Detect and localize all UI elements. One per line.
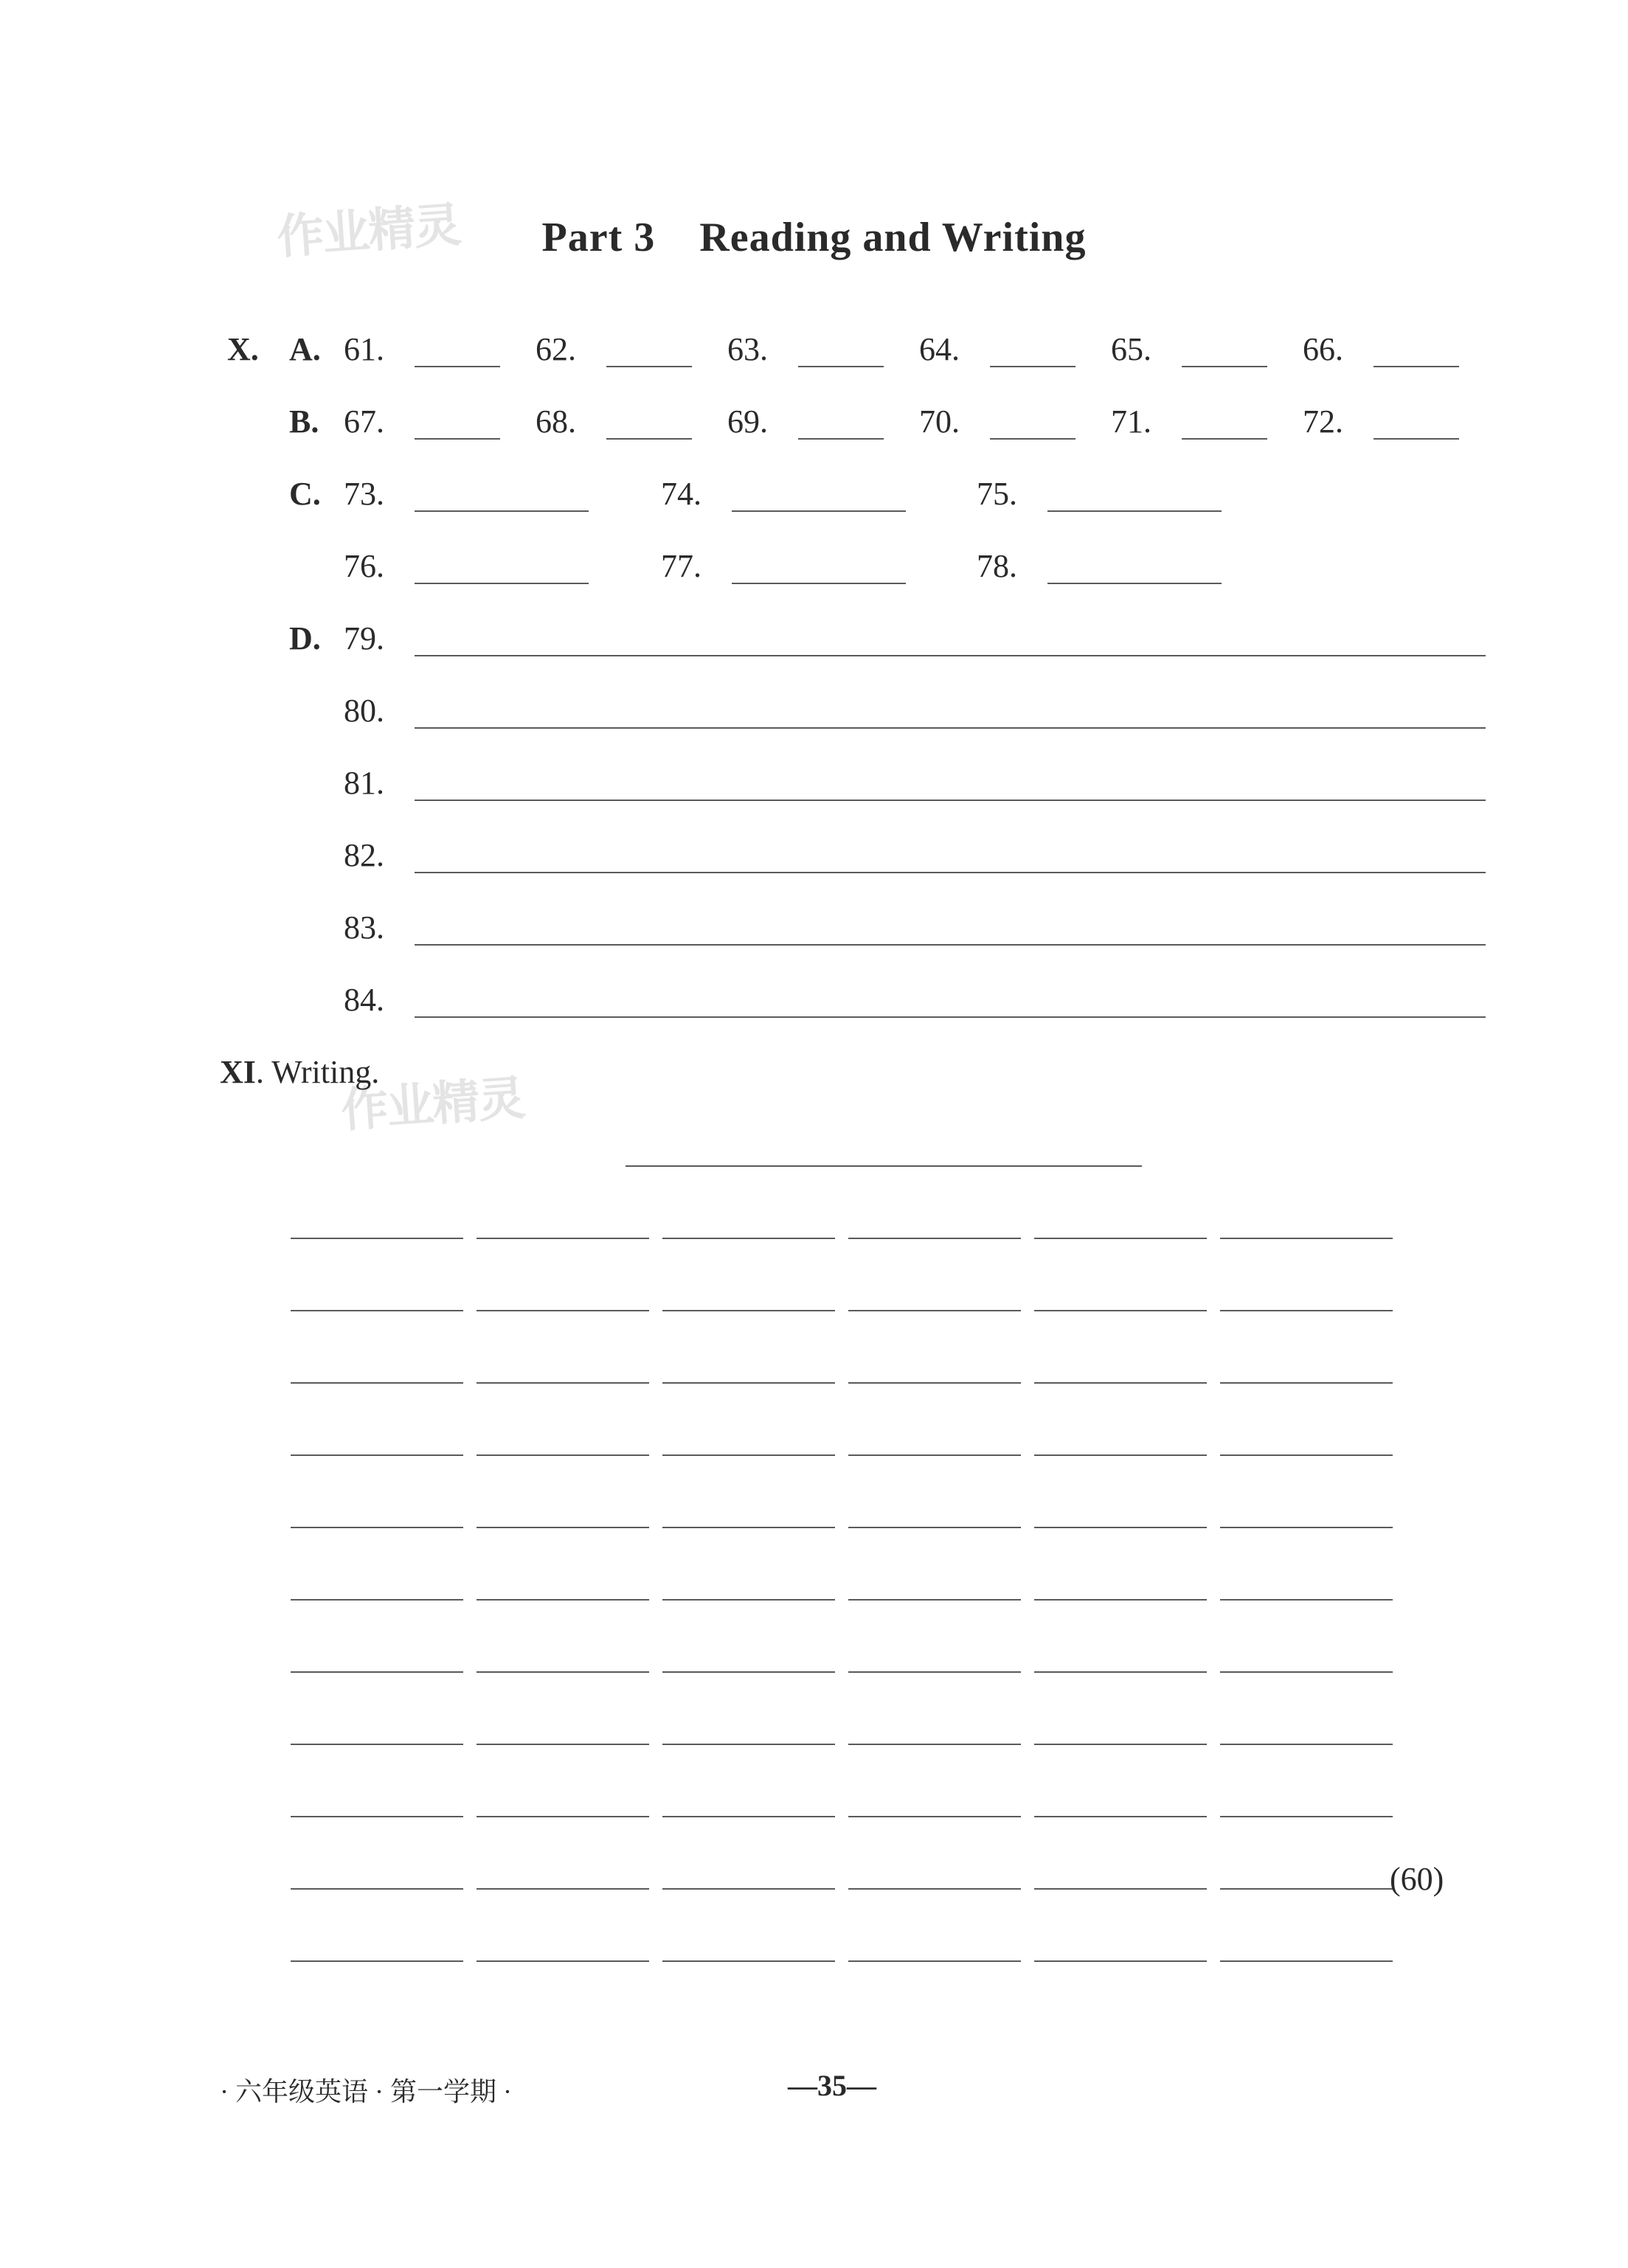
writing-line-segment[interactable] (1220, 1310, 1393, 1311)
writing-line-segment[interactable] (662, 1382, 835, 1384)
watermark-top: 作业精灵 (275, 198, 462, 266)
row-a-letter: A. (289, 331, 321, 367)
q-77-number: 77. (661, 548, 702, 584)
q-78-number: 78. (977, 548, 1017, 584)
q-66-answer-blank[interactable] (1374, 366, 1459, 367)
writing-line-segment[interactable] (848, 1454, 1021, 1456)
writing-line-segment[interactable] (291, 1238, 463, 1239)
writing-line-segment[interactable] (662, 1310, 835, 1311)
writing-line-segment[interactable] (848, 1382, 1021, 1384)
q-64-answer-blank[interactable] (990, 366, 1075, 367)
writing-line-segment[interactable] (848, 1599, 1021, 1601)
writing-line-segment[interactable] (662, 1454, 835, 1456)
writing-line-segment[interactable] (291, 1960, 463, 1962)
writing-line-segment[interactable] (1220, 1816, 1393, 1817)
q-68-answer-blank[interactable] (606, 438, 692, 440)
q-63-answer-blank[interactable] (798, 366, 884, 367)
writing-title-line[interactable] (626, 1165, 1142, 1167)
q-63-number: 63. (727, 331, 768, 367)
writing-line-segment[interactable] (291, 1527, 463, 1528)
writing-line-segment[interactable] (1220, 1960, 1393, 1962)
footer-book-info: · 六年级英语 · 第一学期 · (220, 2077, 512, 2106)
writing-line-segment[interactable] (848, 1816, 1021, 1817)
q-84-answer-blank[interactable] (415, 1016, 1486, 1018)
q-67-answer-blank[interactable] (415, 438, 500, 440)
q-65-answer-blank[interactable] (1182, 366, 1267, 367)
writing-line-segment[interactable] (848, 1238, 1021, 1239)
writing-line-segment[interactable] (848, 1310, 1021, 1311)
writing-line-segment[interactable] (662, 1238, 835, 1239)
writing-line-segment[interactable] (848, 1671, 1021, 1673)
writing-line-segment[interactable] (291, 1599, 463, 1601)
q-84-number: 84. (344, 982, 384, 1018)
writing-line-segment[interactable] (291, 1382, 463, 1384)
writing-line-segment[interactable] (662, 1816, 835, 1817)
q-79-number: 79. (344, 620, 384, 656)
writing-line-segment[interactable] (848, 1744, 1021, 1745)
q-73-answer-blank[interactable] (415, 510, 589, 512)
q-61-answer-blank[interactable] (415, 366, 500, 367)
writing-line-segment[interactable] (662, 1960, 835, 1962)
writing-line-segment[interactable] (477, 1960, 649, 1962)
q-62-answer-blank[interactable] (606, 366, 692, 367)
page-title (0, 214, 1628, 261)
q-78-answer-blank[interactable] (1047, 583, 1222, 584)
q-72-answer-blank[interactable] (1374, 438, 1459, 440)
q-61-number: 61. (344, 331, 384, 367)
q-71-answer-blank[interactable] (1182, 438, 1267, 440)
writing-line-segment[interactable] (1220, 1671, 1393, 1673)
row-b-letter: B. (289, 403, 319, 440)
writing-line-segment[interactable] (662, 1527, 835, 1528)
writing-line-segment[interactable] (1220, 1527, 1393, 1528)
writing-line-segment[interactable] (662, 1599, 835, 1601)
q-66-number: 66. (1303, 331, 1343, 367)
score-label: (60) (1390, 1861, 1444, 1897)
writing-line-segment[interactable] (1220, 1888, 1393, 1890)
q-73-number: 73. (344, 476, 384, 512)
row-d-letter: D. (289, 620, 321, 656)
q-83-number: 83. (344, 909, 384, 946)
q-76-answer-blank[interactable] (415, 583, 589, 584)
q-79-answer-blank[interactable] (415, 655, 1486, 656)
writing-line-segment[interactable] (1034, 1671, 1207, 1673)
writing-line-segment[interactable] (662, 1744, 835, 1745)
q-70-number: 70. (919, 403, 960, 440)
q-72-number: 72. (1303, 403, 1343, 440)
writing-line-segment[interactable] (848, 1888, 1021, 1890)
writing-line-segment[interactable] (1034, 1744, 1207, 1745)
writing-line-segment[interactable] (848, 1960, 1021, 1962)
writing-line-segment[interactable] (1220, 1382, 1393, 1384)
writing-line-segment[interactable] (662, 1888, 835, 1890)
q-80-number: 80. (344, 693, 384, 729)
writing-line-segment[interactable] (291, 1454, 463, 1456)
q-82-answer-blank[interactable] (415, 872, 1486, 873)
q-77-answer-blank[interactable] (732, 583, 906, 584)
writing-line-segment[interactable] (477, 1816, 649, 1817)
writing-line-segment[interactable] (477, 1671, 649, 1673)
part-name: Reading and Writing (699, 215, 1087, 260)
writing-line-segment[interactable] (1220, 1599, 1393, 1601)
part-number: Part 3 (541, 215, 656, 260)
writing-line-segment[interactable] (1220, 1454, 1393, 1456)
q-69-answer-blank[interactable] (798, 438, 884, 440)
writing-line-segment[interactable] (1034, 1454, 1207, 1456)
writing-line-segment[interactable] (1220, 1238, 1393, 1239)
writing-line-segment[interactable] (477, 1382, 649, 1384)
q-70-answer-blank[interactable] (990, 438, 1075, 440)
writing-line-segment[interactable] (1034, 1238, 1207, 1239)
writing-line-segment[interactable] (477, 1888, 649, 1890)
q-74-number: 74. (661, 476, 702, 512)
writing-line-segment[interactable] (1034, 1599, 1207, 1601)
q-65-number: 65. (1111, 331, 1151, 367)
writing-line-segment[interactable] (477, 1238, 649, 1239)
row-c-letter: C. (289, 476, 321, 512)
q-67-number: 67. (344, 403, 384, 440)
q-75-number: 75. (977, 476, 1017, 512)
writing-line-segment[interactable] (477, 1310, 649, 1311)
q-81-number: 81. (344, 765, 384, 801)
writing-line-segment[interactable] (477, 1527, 649, 1528)
page-number: —35— (788, 2069, 876, 2102)
q-75-answer-blank[interactable] (1047, 510, 1222, 512)
q-64-number: 64. (919, 331, 960, 367)
writing-line-segment[interactable] (477, 1599, 649, 1601)
writing-line-segment[interactable] (477, 1454, 649, 1456)
section-x-roman: X. (227, 331, 259, 367)
writing-line-segment[interactable] (291, 1744, 463, 1745)
q-82-number: 82. (344, 837, 384, 873)
writing-line-segment[interactable] (1034, 1310, 1207, 1311)
q-71-number: 71. (1111, 403, 1151, 440)
writing-line-segment[interactable] (291, 1671, 463, 1673)
writing-line-segment[interactable] (662, 1671, 835, 1673)
writing-line-segment[interactable] (1034, 1382, 1207, 1384)
q-68-number: 68. (536, 403, 576, 440)
q-74-answer-blank[interactable] (732, 510, 906, 512)
writing-line-segment[interactable] (291, 1888, 463, 1890)
writing-line-segment[interactable] (1034, 1816, 1207, 1817)
writing-line-segment[interactable] (1034, 1527, 1207, 1528)
writing-line-segment[interactable] (291, 1310, 463, 1311)
q-81-answer-blank[interactable] (415, 800, 1486, 801)
writing-line-segment[interactable] (1034, 1888, 1207, 1890)
writing-line-segment[interactable] (1034, 1960, 1207, 1962)
writing-line-segment[interactable] (291, 1816, 463, 1817)
q-80-answer-blank[interactable] (415, 727, 1486, 729)
section-xi-heading: XI. Writing. (220, 1054, 380, 1090)
writing-line-segment[interactable] (848, 1527, 1021, 1528)
q-62-number: 62. (536, 331, 576, 367)
writing-line-segment[interactable] (477, 1744, 649, 1745)
writing-line-segment[interactable] (1220, 1744, 1393, 1745)
q-76-number: 76. (344, 548, 384, 584)
q-83-answer-blank[interactable] (415, 944, 1486, 946)
watermark-middle: 作业精灵 (339, 1071, 526, 1139)
q-69-number: 69. (727, 403, 768, 440)
